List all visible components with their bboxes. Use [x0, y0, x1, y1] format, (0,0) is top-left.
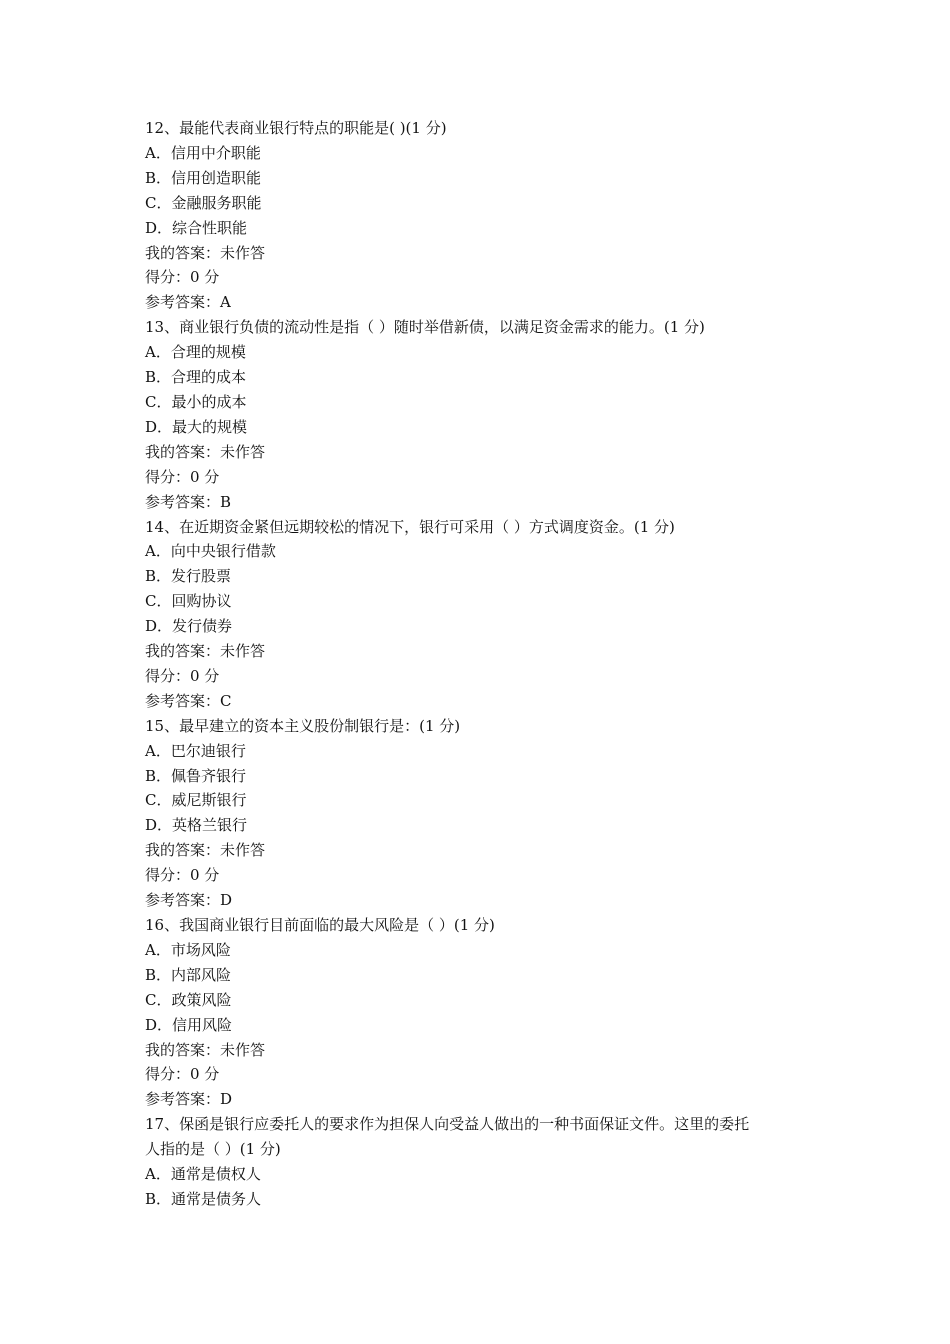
score: 得分：0 分: [145, 268, 220, 287]
question-17: [145, 1112, 815, 1212]
score: 得分：0 分: [145, 666, 220, 685]
question-16: [145, 913, 815, 1112]
question-stem: 14、在近期资金紧但远期较松的情况下，银行可采用（ ）方式调度资金。(1 分): [145, 517, 675, 536]
my-answer: 我的答案：未作答: [145, 243, 266, 262]
option-b: B．通常是债务人: [145, 1189, 262, 1208]
option-a: A．向中央银行借款: [145, 542, 276, 561]
option-c: C．金融服务职能: [145, 193, 262, 212]
my-answer: 我的答案：未作答: [145, 841, 266, 860]
document-page: [145, 116, 815, 1212]
option-d: D．综合性职能: [145, 218, 248, 237]
reference-answer: 参考答案：B: [145, 492, 232, 511]
question-stem: 13、商业银行负债的流动性是指（ ）随时举借新债，以满足资金需求的能力。(1 分): [145, 318, 705, 337]
option-a: A．信用中介职能: [145, 143, 261, 162]
option-b: B．佩鲁齐银行: [145, 766, 247, 785]
option-a: A．巴尔迪银行: [145, 741, 246, 760]
question-13: [145, 315, 815, 514]
option-c: C．威尼斯银行: [145, 791, 247, 810]
option-b: B．发行股票: [145, 567, 232, 586]
my-answer: 我的答案：未作答: [145, 1040, 266, 1059]
score: 得分：0 分: [145, 866, 220, 885]
option-c: C．最小的成本: [145, 392, 247, 411]
question-stem-line-2: 人指的是（ ）(1 分): [145, 1140, 281, 1159]
option-a: A．市场风险: [145, 940, 231, 959]
my-answer: 我的答案：未作答: [145, 642, 266, 661]
score: 得分：0 分: [145, 1065, 220, 1084]
reference-answer: 参考答案：A: [145, 293, 231, 312]
reference-answer: 参考答案：D: [145, 1090, 233, 1109]
question-14: [145, 515, 815, 714]
option-b: B．信用创造职能: [145, 168, 262, 187]
option-d: D．信用风险: [145, 1015, 233, 1034]
my-answer: 我的答案：未作答: [145, 442, 266, 461]
option-d: D．发行债券: [145, 617, 233, 636]
option-b: B．合理的成本: [145, 368, 247, 387]
question-stem-line-1: 17、保函是银行应委托人的要求作为担保人向受益人做出的一种书面保证文件。这里的委托: [145, 1115, 750, 1134]
reference-answer: 参考答案：D: [145, 891, 233, 910]
question-15: [145, 714, 815, 913]
score: 得分：0 分: [145, 467, 220, 486]
option-d: D．英格兰银行: [145, 816, 248, 835]
option-c: C．政策风险: [145, 990, 232, 1009]
option-a: A．合理的规模: [145, 343, 246, 362]
reference-answer: 参考答案：C: [145, 691, 232, 710]
question-stem: 12、最能代表商业银行特点的职能是( )(1 分): [145, 119, 447, 137]
question-stem: 16、我国商业银行目前面临的最大风险是（ ）(1 分): [145, 916, 495, 934]
option-d: D．最大的规模: [145, 417, 248, 436]
option-a: A．通常是债权人: [145, 1165, 261, 1184]
option-b: B．内部风险: [145, 965, 232, 984]
option-c: C．回购协议: [145, 592, 232, 611]
question-stem: 15、最早建立的资本主义股份制银行是：(1 分): [145, 716, 461, 735]
question-12: [145, 116, 815, 315]
